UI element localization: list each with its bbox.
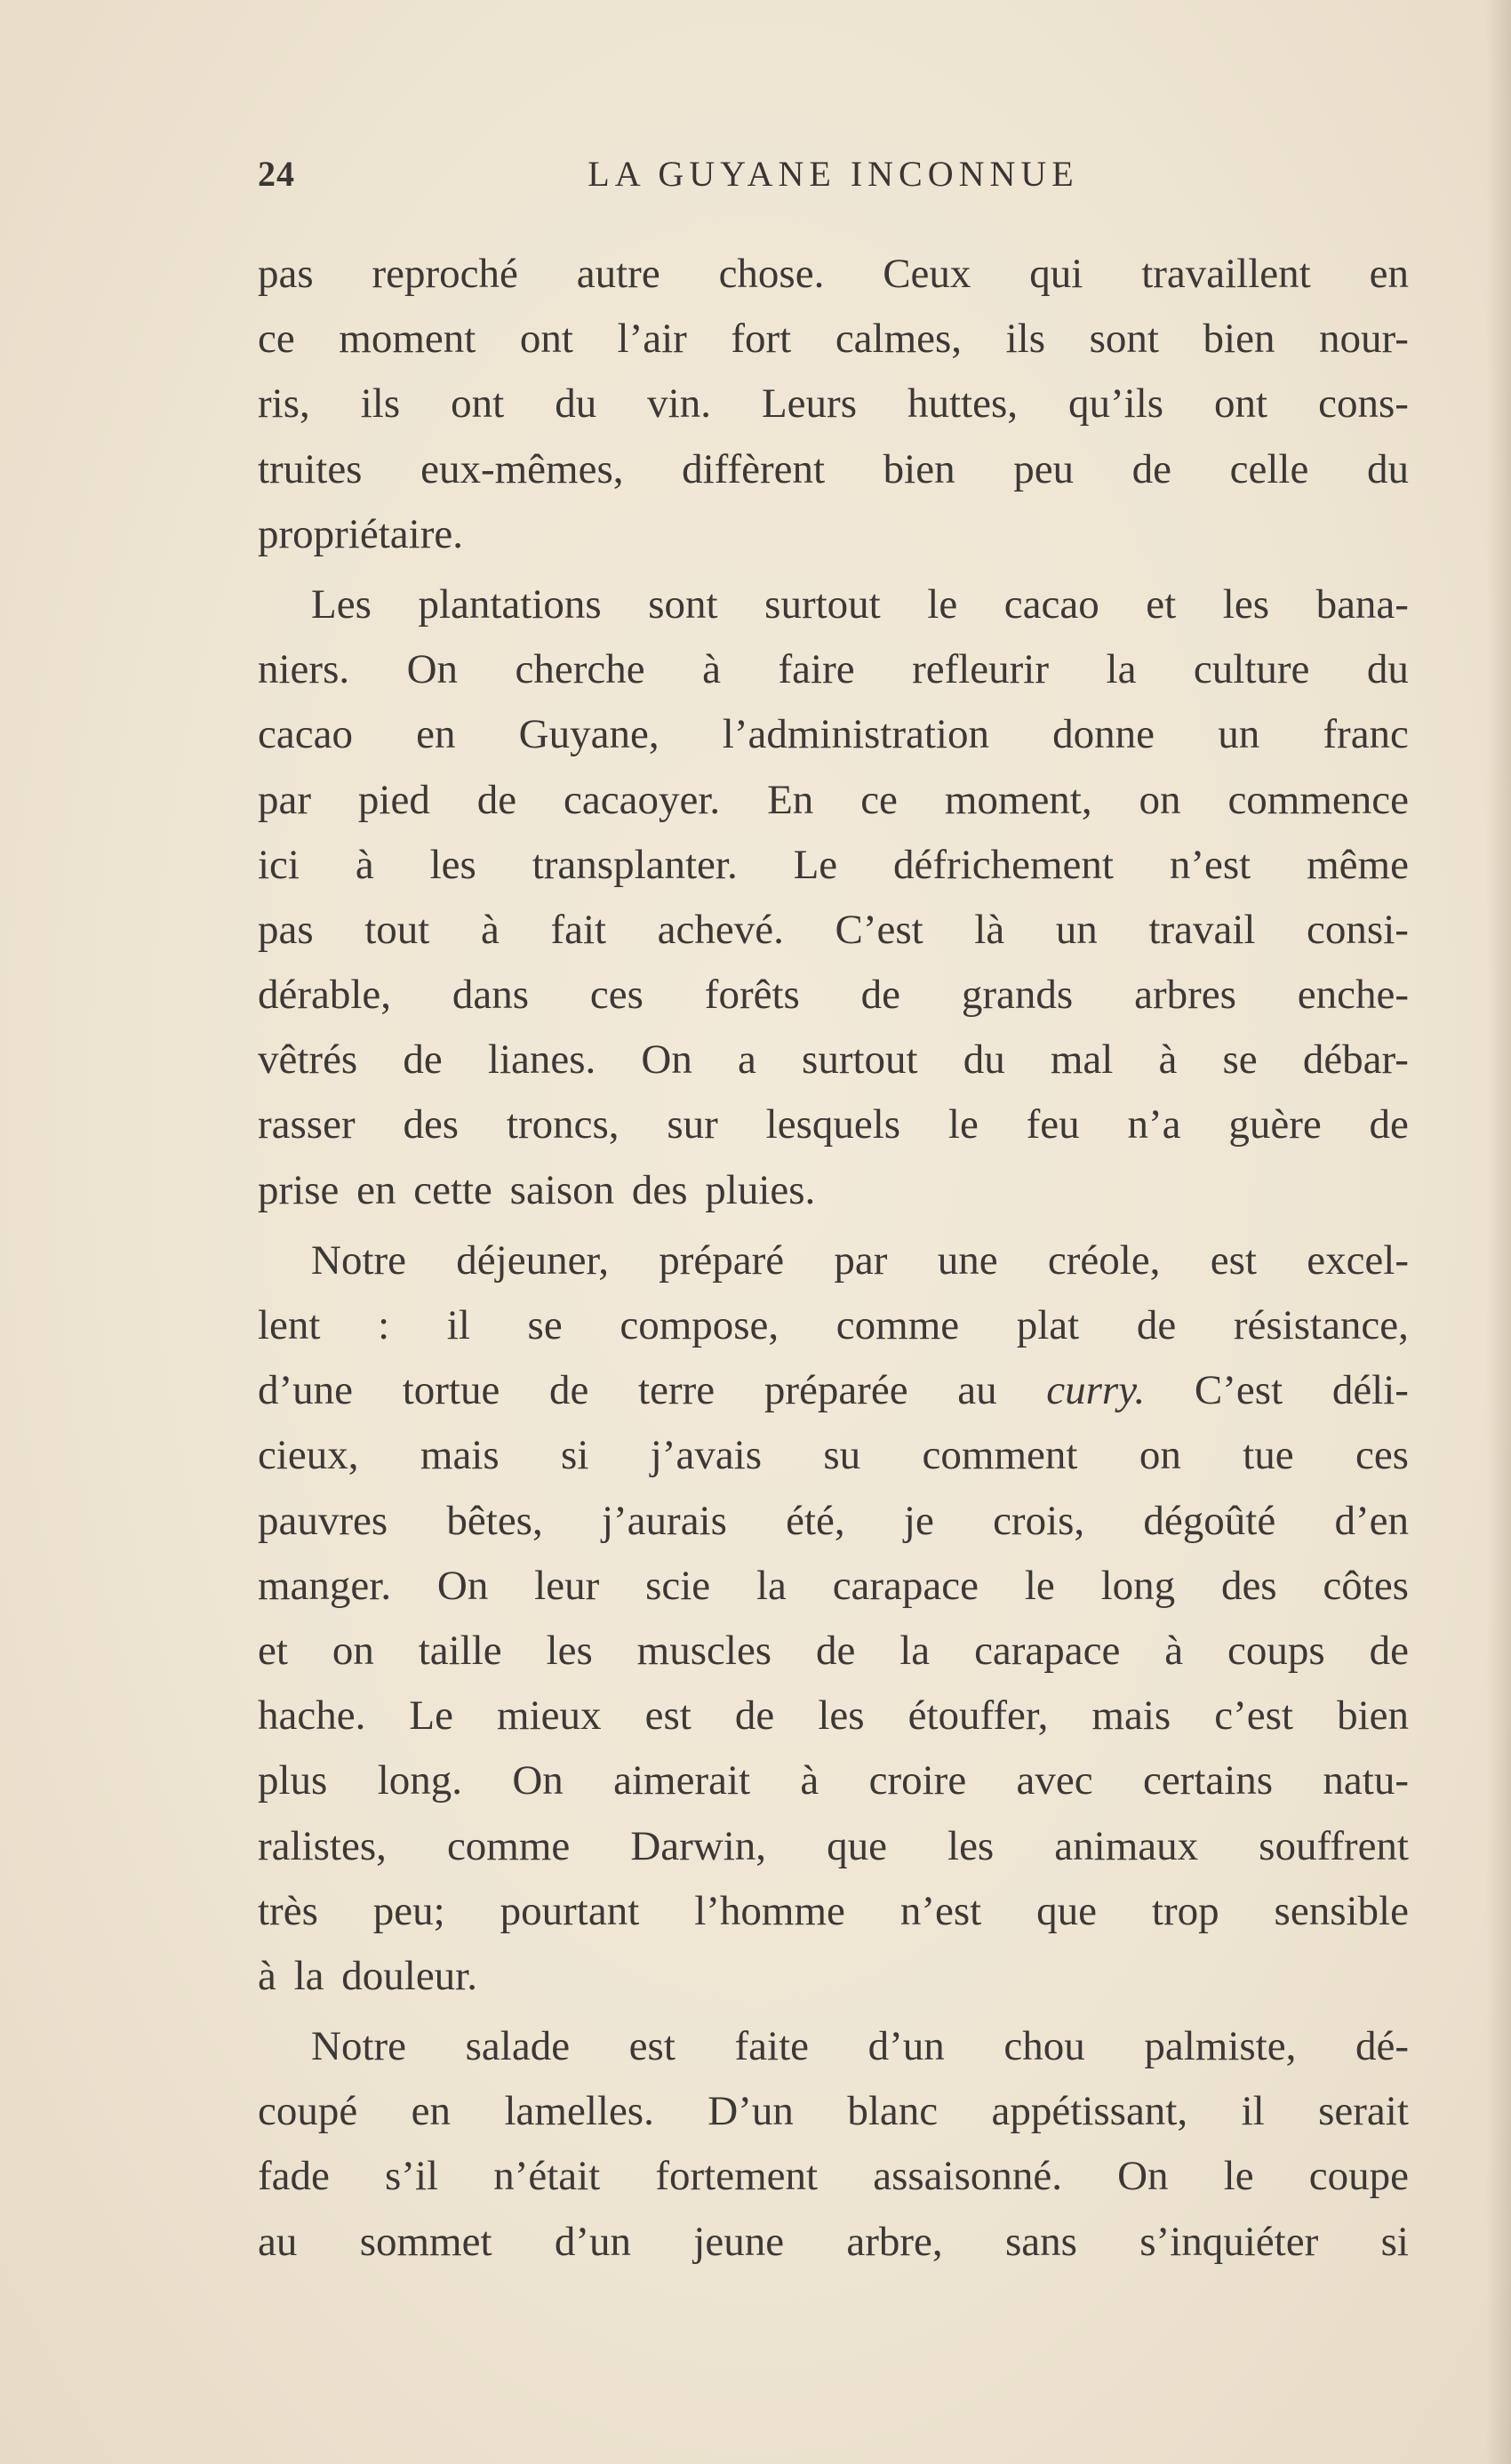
- word: bien: [1203, 316, 1275, 363]
- text-line: [258, 372, 1409, 436]
- word: à: [702, 646, 722, 693]
- word: cette: [413, 1166, 492, 1213]
- text-line: [258, 307, 1409, 372]
- word: comme: [446, 1822, 571, 1869]
- word: Notre: [311, 1236, 407, 1284]
- word: de: [403, 1036, 443, 1084]
- word: se: [1222, 1036, 1258, 1084]
- word: faite: [734, 2023, 809, 2070]
- word: Le: [793, 841, 838, 888]
- word: de: [1131, 445, 1172, 492]
- word: n’est: [1169, 841, 1251, 888]
- word: à: [1158, 1036, 1178, 1084]
- word: blanc: [847, 2088, 939, 2135]
- word: même: [1307, 841, 1409, 888]
- word: été,: [786, 1497, 845, 1544]
- body-text: [258, 242, 1409, 2275]
- word: n’était: [493, 2153, 601, 2200]
- word: sont: [648, 580, 718, 628]
- word: celle: [1229, 445, 1309, 492]
- text-line: [258, 637, 1409, 702]
- word: eux-mêmes,: [420, 445, 624, 492]
- word: que: [1036, 1887, 1097, 1934]
- word: faire: [778, 646, 855, 693]
- word: leur: [534, 1562, 600, 1609]
- word: On: [1117, 2153, 1169, 2200]
- word: coups: [1227, 1627, 1325, 1674]
- word: achevé.: [657, 906, 784, 953]
- word: D’un: [708, 2088, 794, 2135]
- word: ralistes,: [258, 1822, 387, 1869]
- text-line: [258, 768, 1409, 833]
- word: on: [1139, 1432, 1181, 1479]
- word: :: [378, 1302, 390, 1348]
- word: donne: [1052, 711, 1155, 758]
- word: à: [1164, 1627, 1184, 1674]
- word: On: [641, 1036, 692, 1084]
- word: à: [355, 841, 374, 888]
- running-title: LA GUYANE INCONNUE: [588, 154, 1079, 194]
- word: fort: [731, 316, 792, 363]
- text-line: [258, 1092, 1409, 1157]
- word: il: [1241, 2088, 1265, 2135]
- word: plantations: [418, 580, 602, 628]
- word: est: [628, 2023, 676, 2070]
- word: préparé: [659, 1236, 785, 1284]
- word: feu: [1026, 1101, 1080, 1148]
- word: carapace: [974, 1627, 1121, 1674]
- word: ont: [451, 380, 505, 428]
- word: nour-: [1319, 316, 1409, 363]
- word: de: [1369, 1627, 1409, 1674]
- word: niers.: [258, 646, 350, 693]
- word: sans: [1004, 2218, 1077, 2265]
- word: culture: [1193, 646, 1310, 693]
- word: en: [356, 1166, 396, 1213]
- word: si: [561, 1432, 589, 1479]
- word: très: [258, 1887, 318, 1934]
- word: le: [927, 580, 958, 628]
- text-line: [258, 502, 1409, 567]
- text-line: [258, 1228, 1409, 1293]
- word: hache.: [258, 1692, 366, 1740]
- word: consi-: [1307, 906, 1409, 953]
- word: les: [818, 1692, 865, 1740]
- word: ont: [519, 316, 573, 363]
- word: ces: [589, 972, 644, 1019]
- word: appétissant,: [991, 2088, 1188, 2135]
- word: cherche: [515, 646, 645, 693]
- word: fade: [258, 2153, 330, 2200]
- word: cons-: [1318, 380, 1409, 428]
- word: est: [644, 1692, 692, 1740]
- word: créole,: [1047, 1236, 1161, 1284]
- word: les: [429, 841, 476, 888]
- text-line: [258, 1619, 1409, 1684]
- word: ils: [360, 380, 401, 428]
- word: lesquels: [765, 1101, 901, 1148]
- word: un: [1055, 906, 1098, 953]
- word: douleur.: [341, 1952, 477, 1999]
- word: de: [476, 776, 517, 823]
- word: coupé: [258, 2088, 358, 2135]
- word: si: [1380, 2218, 1409, 2265]
- word: Guyane,: [518, 711, 660, 758]
- word: guère: [1228, 1101, 1322, 1148]
- word: aimerait: [613, 1757, 751, 1804]
- text-line: [258, 1423, 1409, 1488]
- word: Les: [311, 580, 372, 628]
- word: déjeuner,: [456, 1236, 609, 1284]
- word: bana-: [1315, 580, 1409, 628]
- word: muscles: [636, 1627, 772, 1674]
- word: mais: [420, 1432, 500, 1479]
- word: prise: [258, 1166, 340, 1213]
- word: le: [1024, 1562, 1055, 1609]
- word: travail: [1148, 906, 1256, 953]
- word: défrichement: [893, 841, 1114, 888]
- word: plus: [258, 1757, 328, 1804]
- word: la: [899, 1627, 931, 1674]
- word: troncs,: [506, 1101, 620, 1148]
- word: dé-: [1355, 2023, 1409, 2070]
- word: il: [446, 1302, 470, 1348]
- word: pas: [258, 906, 314, 953]
- word: et: [1146, 580, 1177, 628]
- word: d’un: [554, 2218, 631, 2265]
- word: salade: [465, 2023, 571, 2070]
- word: à: [258, 1952, 276, 1999]
- word: côtes: [1323, 1562, 1409, 1609]
- word: n’a: [1127, 1101, 1181, 1148]
- word: l’air: [617, 316, 687, 363]
- text-line: [258, 2014, 1409, 2079]
- text-line: [258, 437, 1409, 502]
- word: travaillent: [1141, 251, 1311, 297]
- word: là: [974, 906, 1005, 953]
- word: pluies.: [705, 1166, 816, 1213]
- text-line: [258, 1358, 1409, 1423]
- word: des: [1220, 1562, 1277, 1609]
- word: fortement: [655, 2153, 819, 2200]
- word: ils: [1005, 316, 1046, 363]
- word: à: [800, 1757, 819, 1804]
- word: mieux: [497, 1692, 602, 1740]
- word: Darwin,: [630, 1822, 767, 1869]
- word: Notre: [311, 2023, 407, 2070]
- word: diffèrent: [682, 445, 826, 492]
- word: enche-: [1297, 972, 1409, 1019]
- word: préparée: [763, 1367, 908, 1414]
- word: de: [734, 1692, 775, 1740]
- word: plat: [1016, 1302, 1080, 1348]
- word: transplanter.: [532, 841, 738, 888]
- word: s’il: [385, 2153, 439, 2200]
- word: tortue: [402, 1367, 500, 1414]
- word: j’aurais: [601, 1497, 727, 1544]
- word: lianes.: [487, 1036, 596, 1084]
- word: d’en: [1334, 1497, 1409, 1544]
- word: comment: [922, 1432, 1078, 1479]
- word: de: [815, 1627, 856, 1674]
- word: arbre,: [846, 2218, 943, 2265]
- word: assaisonné.: [873, 2153, 1062, 2200]
- word: huttes,: [907, 380, 1018, 428]
- word: Leurs: [761, 380, 857, 428]
- word: on: [332, 1627, 374, 1674]
- text-line: [258, 1554, 1409, 1619]
- word: la: [293, 1952, 324, 1999]
- word: pas: [258, 251, 314, 297]
- word: surtout: [764, 580, 881, 628]
- word: tue: [1243, 1432, 1294, 1479]
- word: terre: [638, 1367, 716, 1414]
- word: mal: [1050, 1036, 1114, 1084]
- word: à: [480, 906, 500, 953]
- word: C’est: [1194, 1367, 1283, 1414]
- word: ris,: [258, 380, 310, 428]
- word: cacaoyer.: [564, 776, 721, 823]
- word: tout: [364, 906, 430, 953]
- word: du: [555, 380, 597, 428]
- word: des: [403, 1101, 460, 1148]
- page-header: [258, 153, 1409, 206]
- word: ce: [258, 316, 295, 363]
- word: étouffer,: [907, 1692, 1049, 1740]
- word: en: [1369, 251, 1409, 297]
- word: commence: [1227, 776, 1409, 823]
- word: la: [756, 1562, 787, 1609]
- word: et: [258, 1627, 288, 1674]
- word: comme: [835, 1302, 960, 1348]
- word: refleurir: [912, 646, 1050, 693]
- word: ce: [860, 776, 898, 823]
- word: franc: [1323, 711, 1409, 758]
- text-line: [258, 1814, 1409, 1879]
- word: arbres: [1134, 972, 1236, 1019]
- word: du: [1366, 646, 1409, 693]
- word: On: [436, 1562, 489, 1609]
- word: de: [1369, 1101, 1409, 1148]
- word: bien: [883, 445, 955, 492]
- word: saison: [509, 1166, 615, 1213]
- word: une: [937, 1236, 998, 1284]
- word: animaux: [1054, 1822, 1199, 1869]
- word: déli-: [1331, 1367, 1409, 1414]
- word: peu;: [372, 1887, 445, 1934]
- word: jeune: [693, 2218, 785, 2265]
- word: avec: [1016, 1757, 1093, 1804]
- word: bêtes,: [446, 1497, 543, 1544]
- page-number: 24: [258, 154, 295, 194]
- text-line: [258, 1748, 1409, 1813]
- word: long.: [377, 1757, 462, 1804]
- word: Ceux: [883, 251, 971, 297]
- word: sont: [1089, 316, 1159, 363]
- text-line: [258, 1944, 1409, 2009]
- word: en: [416, 711, 456, 758]
- word: mais: [1091, 1692, 1171, 1740]
- word: autre: [576, 251, 660, 297]
- word: de: [860, 972, 901, 1019]
- word: lent: [258, 1302, 321, 1348]
- word: vêtrés: [258, 1036, 358, 1084]
- word: carapace: [832, 1562, 979, 1609]
- word: un: [1218, 711, 1260, 758]
- word: manger.: [258, 1562, 392, 1609]
- text-line: [258, 702, 1409, 767]
- word: ont: [1214, 380, 1268, 428]
- word: reproché: [372, 251, 518, 297]
- word: Le: [409, 1692, 453, 1740]
- word: les: [947, 1822, 995, 1869]
- word: du: [1366, 445, 1409, 492]
- text-line: [258, 1684, 1409, 1748]
- text-line: [258, 572, 1409, 637]
- word: est: [1210, 1236, 1257, 1284]
- word: natu-: [1323, 1757, 1409, 1804]
- word: au: [258, 2218, 298, 2265]
- text-line: [258, 2210, 1409, 2275]
- word: surtout: [802, 1036, 918, 1084]
- text-line: [258, 1293, 1409, 1358]
- word: la: [1106, 646, 1137, 693]
- word: qui: [1029, 251, 1083, 297]
- text-line: [258, 242, 1409, 307]
- word: dans: [452, 972, 530, 1019]
- word: coupe: [1308, 2153, 1409, 2200]
- word: souffrent: [1259, 1822, 1409, 1869]
- word: serait: [1318, 2088, 1409, 2135]
- word: scie: [645, 1562, 711, 1609]
- word: dérable,: [258, 972, 392, 1019]
- text-line: [258, 1489, 1409, 1554]
- word: sommet: [359, 2218, 492, 2265]
- word: excel-: [1307, 1236, 1409, 1284]
- word: moment: [339, 316, 476, 363]
- word: sensible: [1274, 1887, 1409, 1934]
- word: fait: [550, 906, 607, 953]
- word: long: [1100, 1562, 1176, 1609]
- word: l’homme: [694, 1887, 845, 1934]
- word: peu: [1013, 445, 1075, 492]
- word: débar-: [1302, 1036, 1409, 1084]
- word: calmes,: [835, 316, 963, 363]
- word: pourtant: [500, 1887, 640, 1934]
- text-line: [258, 2079, 1409, 2144]
- word: compose,: [620, 1302, 779, 1348]
- word: forêts: [704, 972, 800, 1019]
- word: de: [549, 1367, 589, 1414]
- word: pauvres: [258, 1497, 388, 1544]
- word: chou: [1003, 2023, 1085, 2070]
- word: le: [1223, 2153, 1254, 2200]
- word: d’un: [867, 2023, 945, 2070]
- word: cacao: [258, 711, 353, 758]
- text-line: [258, 2144, 1409, 2209]
- word: en: [411, 2088, 452, 2135]
- word: ces: [1355, 1432, 1409, 1479]
- word: propriétaire.: [258, 510, 463, 557]
- text-line: [258, 963, 1409, 1028]
- word: du: [963, 1036, 1005, 1084]
- word: n’est: [899, 1887, 982, 1934]
- word: cieux,: [258, 1432, 359, 1479]
- word: vin.: [647, 380, 711, 428]
- word: palmiste,: [1144, 2023, 1297, 2070]
- text-line: [258, 1158, 1409, 1223]
- word: su: [823, 1432, 861, 1479]
- word: C’est: [835, 906, 923, 953]
- word: On: [406, 646, 459, 693]
- word: croire: [868, 1757, 967, 1804]
- word: les: [546, 1627, 593, 1674]
- word: cacao: [1003, 580, 1099, 628]
- word: des: [631, 1166, 688, 1213]
- word: pied: [357, 776, 430, 823]
- word: par: [834, 1236, 888, 1284]
- word: on: [1139, 776, 1181, 823]
- word: qu’ils: [1067, 380, 1164, 428]
- text-line: [258, 1028, 1409, 1092]
- word: sur: [667, 1101, 718, 1148]
- word: a: [738, 1036, 756, 1084]
- word: je: [903, 1497, 934, 1544]
- word: par: [258, 776, 312, 823]
- word: On: [512, 1757, 564, 1804]
- word: le: [947, 1101, 979, 1148]
- word: curry.: [1046, 1367, 1146, 1414]
- word: trop: [1151, 1887, 1219, 1934]
- word: grands: [961, 972, 1074, 1019]
- word: dégoûté: [1143, 1497, 1276, 1544]
- word: lamelles.: [504, 2088, 654, 2135]
- word: j’avais: [650, 1432, 763, 1479]
- word: En: [767, 776, 814, 823]
- word: c’est: [1214, 1692, 1293, 1740]
- word: d’une: [258, 1367, 354, 1414]
- word: moment,: [944, 776, 1092, 823]
- word: truites: [258, 445, 363, 492]
- word: les: [1222, 580, 1269, 628]
- word: au: [957, 1367, 997, 1414]
- word: bien: [1337, 1692, 1409, 1740]
- word: rasser: [258, 1101, 356, 1148]
- word: s’inquiéter: [1139, 2218, 1319, 2265]
- word: se: [527, 1302, 563, 1348]
- word: taille: [418, 1627, 502, 1674]
- text-line: [258, 898, 1409, 963]
- word: ici: [258, 841, 300, 888]
- word: certains: [1142, 1757, 1274, 1804]
- text-line: [258, 1879, 1409, 1944]
- text-line: [258, 833, 1409, 898]
- word: l’administration: [722, 711, 989, 758]
- word: résistance,: [1233, 1302, 1409, 1348]
- word: que: [827, 1822, 887, 1869]
- word: chose.: [718, 251, 825, 297]
- word: crois,: [993, 1497, 1085, 1544]
- word: de: [1136, 1302, 1177, 1348]
